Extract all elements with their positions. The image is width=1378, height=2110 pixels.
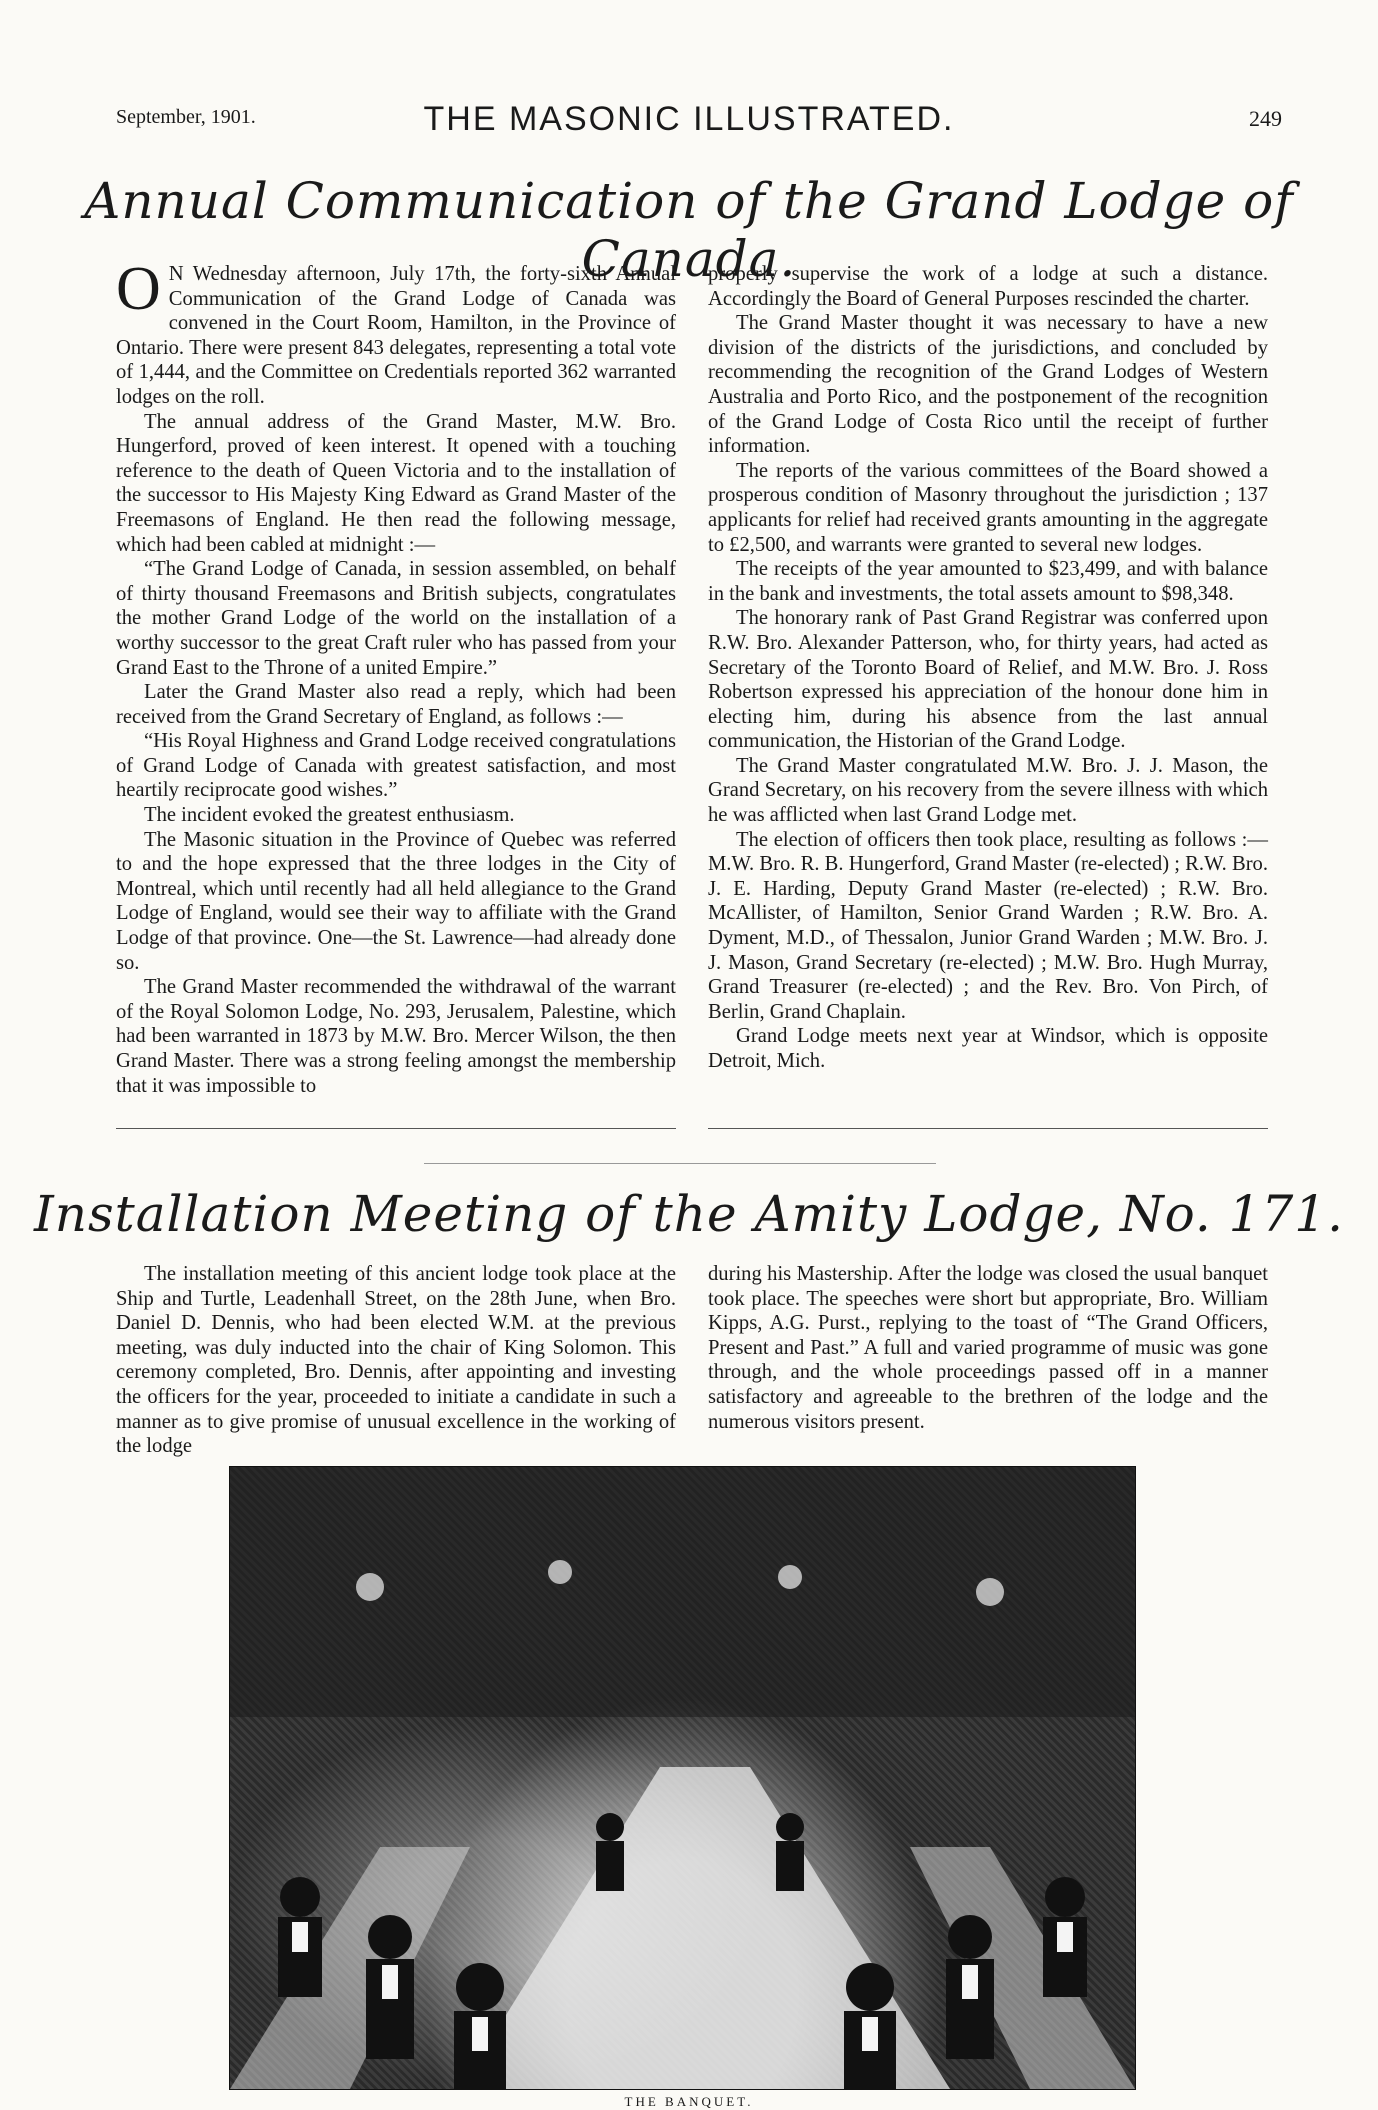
publication-title: THE MASONIC ILLUSTRATED.: [423, 100, 955, 138]
column-end-rule: [708, 1128, 1268, 1129]
drop-cap: O: [116, 255, 161, 323]
section-divider: [424, 1163, 936, 1164]
article2-column-right: [708, 1262, 1268, 1434]
page-number: 249: [1249, 106, 1282, 131]
article1-paragraph: The Grand Master thought it was necessary to have a new division of the districts of the jurisdictions, and concluded by recommending the recognition of the Grand Lodges of Western Australia and Porto Rico, and the postponement of the recognition of the Grand Lodge of Costa Rico until the receipt of further information.: [708, 312, 1268, 458]
article2-paragraph: The installation meeting of this ancient lodge took place at the Ship and Turtle, Leadenhall Street, on the 28th June, when Bro. Daniel D. Dennis, who had been elected W.M. at the previous meeting, was duly inducted into the chair of King Solomon. This ceremony completed, Bro. Dennis, after appointing and investing the officers for the year, proceeded to initiate a candidate in such a manner as to give promise of unusual excellence in the working of the lodge: [116, 1263, 676, 1458]
article1-paragraph: Grand Lodge meets next year at Windsor, which is opposite Detroit, Mich.: [708, 1025, 1268, 1072]
article1-paragraph: properly supervise the work of a lodge at such a distance. Accordingly the Board of General Purposes rescinded the charter.: [708, 263, 1268, 310]
article1-paragraph: The annual address of the Grand Master, M.W. Bro. Hungerford, proved of keen interest. It opened with a touching reference to the death of Queen Victoria and to the installation of the successor to His Majesty King Edward as Grand Master of the Freemasons of England. He then read the following message, which had been cabled at midnight :—: [116, 410, 676, 556]
article1-paragraph: The incident evoked the greatest enthusiasm.: [144, 804, 515, 827]
article1-paragraph: The Masonic situation in the Province of Quebec was referred to and the hope expressed that the three lodges in the City of Montreal, which until recently had all held allegiance to the Grand Lodge of England, would see their way to affiliate with the Grand Lodge of that province. One—the St. Lawrence—had already done so.: [116, 828, 676, 974]
article1-paragraph: “His Royal Highness and Grand Lodge received congratulations of Grand Lodge of Canada with greatest satisfaction, and most heartily reciprocate good wishes.”: [116, 730, 676, 802]
article1-paragraph: O N Wednesday afternoon, July 17th, the forty-sixth Annual Communication of the Grand Lodge of Canada was convened in the Court Room, Hamilton, in the Province of Ontario. There were present 843 delegates, representing a total vote of 1,444, and the Committee on Credentials reported 362 warranted lodges on the roll.: [116, 255, 676, 408]
article1-paragraph: The reports of the various committees of the Board showed a prosperous condition of Masonry throughout the jurisdiction ; 137 applicants for relief had received grants amounting in the aggregate to £2,500, and warrants were granted to several new lodges.: [708, 459, 1268, 556]
article1-paragraph: The Grand Master recommended the withdrawal of the warrant of the Royal Solomon Lodge, No. 293, Jerusalem, Palestine, which had been warranted in 1873 by M.W. Bro. Mercer Wilson, the then Grand Master. There was a strong feeling amongst the membership that it was impossible to: [116, 976, 676, 1097]
column-end-rule: [116, 1128, 676, 1129]
photo-caption: THE BANQUET.: [624, 2094, 754, 2109]
article1-paragraph: The Grand Master congratulated M.W. Bro. J. J. Mason, the Grand Secretary, on his recovery from the severe illness with which he was afflicted when last Grand Lodge met.: [708, 754, 1268, 827]
article1-paragraph: The election of officers then took place, resulting as follows :—M.W. Bro. R. B. Hungerford, Grand Master (re-elected) ; R.W. Bro. J. E. Harding, Deputy Grand Master (re-elected) ; R.W. Bro. McAllister, of Hamilton, Senior Grand Warden ; R.W. Bro. A. Dyment, M.D., of Thessalon, Junior Grand Warden ; M.W. Bro. J. J. Mason, Grand Secretary (re-elected) ; M.W. Bro. Hugh Murray, Grand Treasurer (re-elected) ; and the Rev. Bro. Von Pirch, of Berlin, Grand Chaplain.: [708, 828, 1268, 1023]
article2-paragraph: during his Mastership. After the lodge was closed the usual banquet took place. The speeches were short but appropriate, Bro. William Kipps, A.G. Purst., replying to the toast of “The Grand Officers, Present and Past.” A full and varied programme of music was gone through, and the whole proceedings passed off in a manner satisfactory and agreeable to the brethren of the lodge and the numerous visitors present.: [708, 1263, 1268, 1433]
article1-column-right: [708, 262, 1268, 1074]
banquet-photo-illustration: [230, 1467, 1135, 2089]
article2-column-left: [116, 1262, 676, 1459]
article1-paragraph: “The Grand Lodge of Canada, in session assembled, on behalf of thirty thousand Freemasons and British subjects, congratulates the mother Grand Lodge of the world on the installation of a worthy successor to the great Craft ruler who has passed from your Grand East to the Throne of a united Empire.”: [116, 558, 676, 679]
article1-paragraph: The honorary rank of Past Grand Registrar was conferred upon R.W. Bro. Alexander Patterson, who, for thirty years, had acted as Secretary of the Toronto Board of Relief, and M.W. Bro. J. Ross Robertson expressed his appreciation of the honour done him in electing him, during his absence from the last annual communication, the Historian of the Grand Lodge.: [708, 607, 1268, 753]
issue-date: September, 1901.: [116, 106, 256, 128]
banquet-photograph: [229, 1466, 1136, 2090]
article1-column-left: [116, 255, 676, 1098]
article-title-grand-lodge: Annual Communication of the Grand Lodge of Canada.: [84, 172, 1294, 288]
article-title-amity-lodge: Installation Meeting of the Amity Lodge, No. 171.: [34, 1185, 1344, 1243]
article1-paragraph: Later the Grand Master also read a reply, which had been received from the Grand Secretary of England, as follows :—: [116, 681, 676, 728]
article1-paragraph: The receipts of the year amounted to $23,499, and with balance in the bank and investments, the total assets amount to $98,348.: [708, 558, 1268, 605]
